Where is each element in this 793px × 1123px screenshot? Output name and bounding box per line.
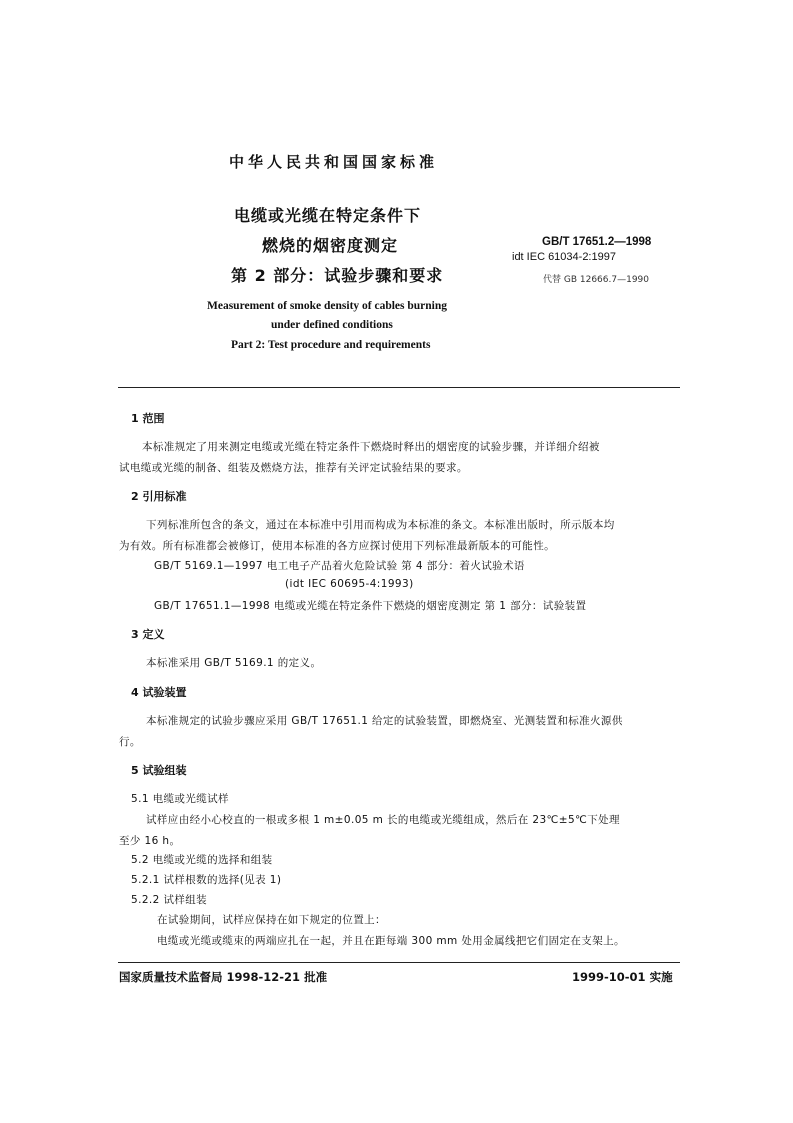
footer-divider: [118, 962, 680, 963]
standard-number: GB/T 17651.2—1998: [542, 236, 652, 248]
section-4-text-line-2: 行。: [119, 736, 141, 748]
section-4-heading: 4 试验装置: [131, 686, 187, 699]
approval-date: 国家质量技术监督局 1998-12-21 批准: [119, 970, 328, 984]
english-title-line-2: under defined conditions: [271, 319, 393, 331]
reference-1-idt: (idt IEC 60695-4:1993): [285, 578, 414, 590]
title-divider: [118, 387, 680, 388]
identical-standard: idt IEC 61034-2:1997: [512, 251, 616, 263]
section-1-text-line-2: 试电缆或光缆的制备、组装及燃烧方法，推荐有关评定试验结果的要求。: [119, 462, 468, 474]
section-5-1-text-line-1: 试样应由经小心校直的一根或多根 1 m±0.05 m 长的电缆或光缆组成，然后在 23℃±5℃下处理: [146, 814, 620, 826]
section-3-heading: 3 定义: [131, 628, 165, 641]
section-5-2-2-text-line-2: 电缆或光缆或缆束的两端应扎在一起，并且在距每端 300 mm 处用金属线把它们固定在支架上。: [157, 935, 625, 947]
section-5-2-1-heading: 5.2.1 试样根数的选择(见表 1): [131, 874, 282, 886]
chinese-title-line-2: 燃烧的烟密度测定: [262, 236, 399, 255]
section-2-text-line-1: 下列标准所包含的条文，通过在本标准中引用而构成为本标准的条文。本标准出版时，所示版本均: [146, 519, 615, 531]
section-5-2-2-heading: 5.2.2 试样组装: [131, 894, 208, 906]
section-5-1-text-line-2: 至少 16 h。: [119, 835, 181, 847]
section-5-2-2-text-line-1: 在试验期间，试样应保持在如下规定的位置上：: [157, 914, 386, 926]
section-1-heading: 1 范围: [131, 412, 165, 425]
section-2-text-line-2: 为有效。所有标准都会被修订，使用本标准的各方应探讨使用下列标准最新版本的可能性。: [119, 540, 555, 552]
section-3-text: 本标准采用 GB/T 5169.1 的定义。: [146, 657, 322, 669]
english-title-line-1: Measurement of smoke density of cables burning: [207, 300, 448, 312]
reference-1: GB/T 5169.1—1997 电工电子产品着火危险试验 第 4 部分：着火试验术语: [154, 560, 525, 572]
section-5-1-heading: 5.1 电缆或光缆试样: [131, 793, 229, 805]
section-1-text-line-1: 本标准规定了用来测定电缆或光缆在特定条件下燃烧时释出的烟密度的试验步骤，并详细介绍被: [142, 441, 600, 453]
reference-2: GB/T 17651.1—1998 电缆或光缆在特定条件下燃烧的烟密度测定 第 1 部分：试验装置: [154, 600, 587, 612]
section-2-heading: 2 引用标准: [131, 490, 187, 503]
chinese-title-line-1: 电缆或光缆在特定条件下: [234, 206, 422, 225]
implementation-date: 1999-10-01 实施: [572, 970, 673, 984]
replaces-standard: 代替 GB 12666.7—1990: [543, 275, 649, 285]
chinese-title-line-3: 第 2 部分：试验步骤和要求: [231, 266, 444, 285]
section-4-text-line-1: 本标准规定的试验步骤应采用 GB/T 17651.1 给定的试验装置，即燃烧室、光测装置和标准火源供: [146, 715, 623, 727]
english-title-line-3: Part 2: Test procedure and requirements: [231, 339, 431, 351]
section-5-2-heading: 5.2 电缆或光缆的选择和组装: [131, 854, 273, 866]
standard-type-header: 中华人民共和国国家标准: [229, 153, 439, 171]
section-5-heading: 5 试验组装: [131, 764, 187, 777]
